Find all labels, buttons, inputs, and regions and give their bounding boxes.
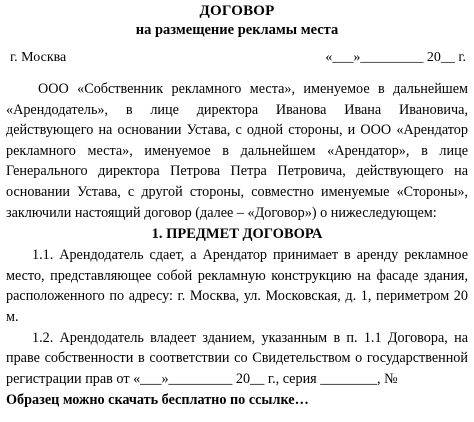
section-1-title: 1. ПРЕДМЕТ ДОГОВОРА — [151, 226, 323, 243]
city: г. Москва — [10, 50, 67, 65]
clause-1-1: 1.1. Арендодатель сдает, а Арендатор принимает в аренду рекламное место, представляющее собой рекламную конструкцию на фасаде здания, расположенного по адресу: г. Москва, ул. Московская, д. 1, периметром 20 м. — [6, 247, 468, 325]
date-line: «___»_________ 20__ г. — [325, 50, 466, 65]
clause-1-2: 1.2. Арендодатель владеет зданием, указанным в п. 1.1 Договора, на праве собственности в соответствии со Свидетельством о государственной регистрации прав от «___»_________ 20__ г., серия ________, № — [6, 329, 468, 387]
download-link[interactable]: Образец можно скачать бесплатно по ссылке… — [6, 392, 309, 409]
document-title: ДОГОВОР — [199, 3, 275, 19]
place-date-row — [6, 49, 468, 67]
intro-paragraph: ООО «Собственник рекламного места», именуемое в дальнейшем «Арендодатель», в лице директора Иванова Ивана Ивановича, действующего на основании Устава, с одной стороны, и ООО «Арендатор рекламного места», именуемое в дальнейшем «Арендатор», в лице Генерального директора Петрова Петра Петровича, действующего на основании Устава, с другой стороны, совместно именуемые «Стороны», заключили настоящий договор (далее – «Договор») о нижеследующем: — [6, 81, 468, 221]
document-subtitle: на размещение рекламы места — [135, 22, 339, 38]
